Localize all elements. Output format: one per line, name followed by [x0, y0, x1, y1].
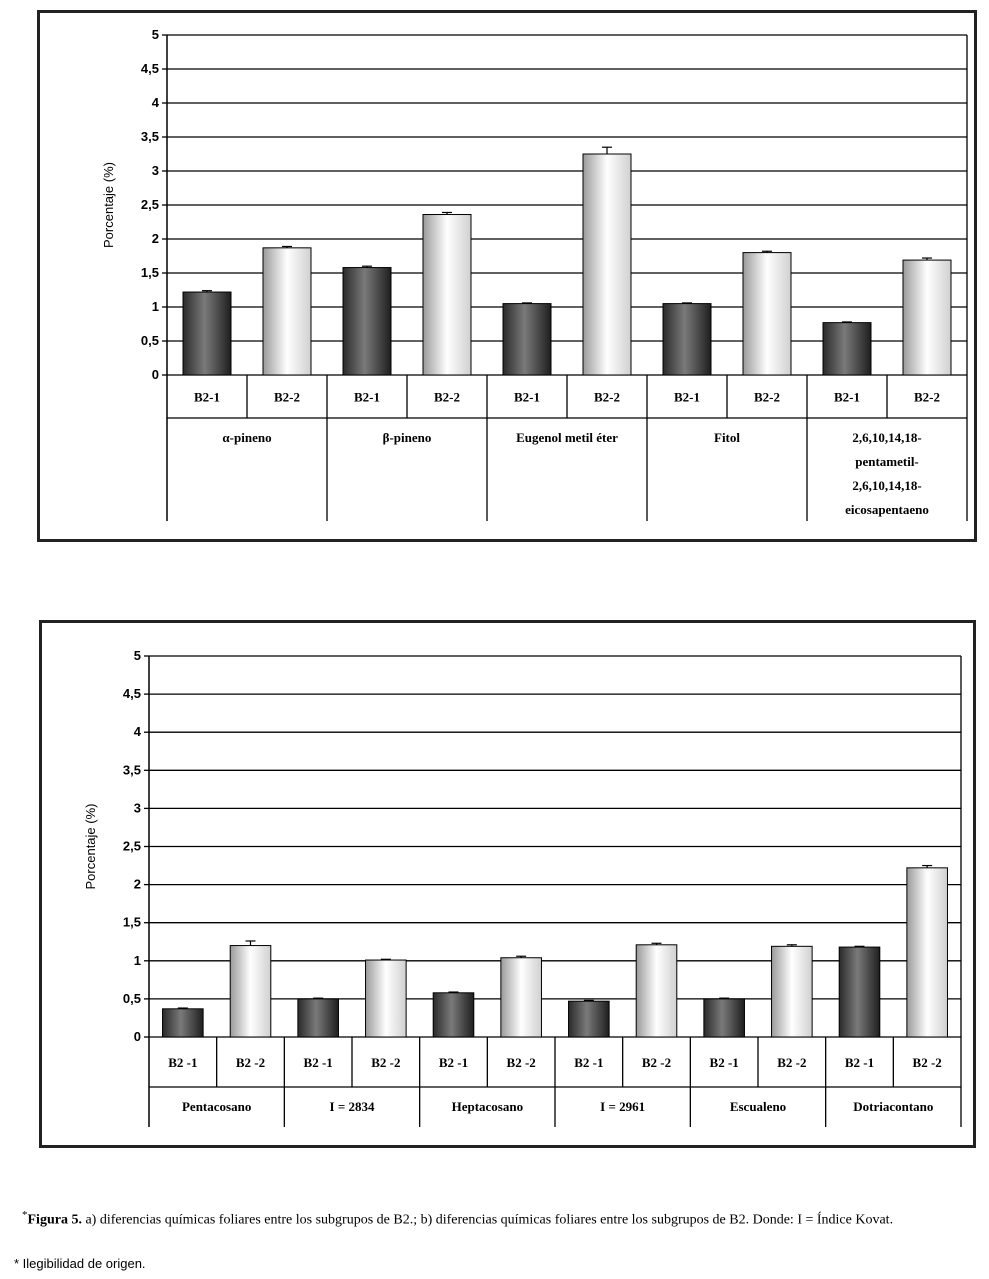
bar — [583, 154, 631, 375]
y-tick-label: 3,5 — [122, 762, 141, 778]
bar — [569, 1001, 610, 1037]
y-tick-label: 2 — [133, 876, 141, 892]
bar — [743, 253, 791, 375]
group-label-line: 2,6,10,14,18- — [852, 430, 922, 445]
group-label-line: Pentacosano — [181, 1099, 252, 1114]
chart-b-svg — [42, 623, 973, 1145]
category-label: B2-2 — [434, 389, 460, 405]
group-label-line: I = 2834 — [329, 1099, 375, 1114]
group-label — [330, 1099, 375, 1114]
y-tick-label: 0,5 — [122, 990, 141, 1006]
group-label — [516, 430, 618, 445]
group-label-line: Eugenol metil éter — [516, 430, 618, 445]
caption-figure-label: Figura 5. — [27, 1212, 82, 1228]
group-label-line: pentametil- — [855, 454, 919, 469]
group-label — [182, 1099, 251, 1114]
y-tick-label: 4 — [133, 724, 141, 740]
chart-b-frame — [39, 620, 976, 1148]
footnote: * Ilegibilidad de origen. — [14, 1256, 146, 1271]
category-label: B2-1 — [834, 389, 860, 405]
chart-a-svg — [40, 13, 974, 539]
bar — [903, 260, 951, 375]
category-label: B2 -1 — [438, 1055, 469, 1070]
group-label — [600, 1099, 645, 1114]
y-tick-label: 3 — [133, 800, 141, 816]
y-axis-label: Porcentaje (%) — [101, 162, 116, 248]
bar — [772, 946, 813, 1037]
bar — [298, 999, 339, 1037]
category-label: B2 -1 — [574, 1055, 604, 1070]
group-label-line: eicosapentaeno — [845, 502, 929, 517]
bar — [636, 945, 677, 1037]
y-tick-label: 1 — [151, 299, 159, 314]
y-tick-label: 1,5 — [122, 914, 141, 930]
group-label — [222, 430, 271, 445]
bar — [263, 248, 311, 375]
category-label: B2-1 — [194, 389, 220, 405]
category-label: B2-1 — [354, 389, 380, 405]
y-tick-label: 1,5 — [140, 265, 159, 280]
y-tick-label: 1 — [133, 952, 141, 968]
bar — [343, 268, 391, 375]
category-label: B2-2 — [274, 389, 300, 405]
category-label: B2 -2 — [912, 1055, 942, 1070]
y-tick-label: 2,5 — [122, 838, 141, 854]
category-label: B2 -1 — [303, 1055, 333, 1070]
bar — [907, 868, 948, 1037]
chart-a-frame — [37, 10, 977, 542]
y-tick-label: 0 — [151, 367, 159, 382]
bar — [704, 999, 745, 1037]
group-label — [853, 1099, 933, 1114]
group-label — [730, 1099, 786, 1114]
category-label: B2 -2 — [641, 1055, 672, 1070]
group-label-line: I = 2961 — [600, 1099, 646, 1114]
bar — [163, 1009, 204, 1037]
category-label: B2-1 — [674, 389, 700, 405]
group-label — [452, 1099, 524, 1114]
group-label-line: Fitol — [714, 430, 740, 445]
group-label-line: α-pineno — [222, 430, 272, 445]
bar — [839, 947, 880, 1037]
y-tick-label: 5 — [151, 27, 159, 42]
figure-caption — [22, 1206, 982, 1230]
group-label-line: 2,6,10,14,18- — [852, 478, 922, 493]
bar — [501, 958, 542, 1037]
category-label: B2-2 — [594, 389, 620, 405]
group-label-line: Dotriacontano — [853, 1099, 934, 1114]
category-label: B2 -1 — [168, 1055, 198, 1070]
group-label-line: Escualeno — [729, 1099, 787, 1114]
bar — [230, 946, 271, 1037]
bar — [183, 292, 231, 375]
group-label-line: β-pineno — [382, 430, 432, 445]
category-label: B2 -2 — [371, 1055, 401, 1070]
category-label: B2 -2 — [777, 1055, 807, 1070]
category-label: B2-2 — [914, 389, 940, 405]
bar — [663, 304, 711, 375]
group-label — [383, 430, 432, 445]
y-tick-label: 2,5 — [140, 197, 159, 212]
caption-star: * — [22, 1209, 28, 1221]
bar — [433, 993, 474, 1037]
category-label: B2-1 — [514, 389, 540, 405]
y-tick-label: 3 — [151, 163, 159, 178]
category-label: B2 -1 — [709, 1055, 739, 1070]
y-tick-label: 4 — [151, 95, 159, 110]
category-label: B2 -1 — [844, 1055, 875, 1070]
bar — [423, 215, 471, 375]
group-label — [714, 430, 740, 445]
y-tick-label: 0,5 — [140, 333, 159, 348]
y-tick-label: 4,5 — [122, 686, 141, 702]
bar — [823, 323, 871, 375]
bar — [366, 960, 407, 1037]
caption-text: a) diferencias químicas foliares entre los subgrupos de B2.; b) diferencias químicas foliares entre los subgrupos de B2. Donde: I = Índice Kovat. — [81, 1212, 894, 1228]
category-label: B2 -2 — [506, 1055, 536, 1070]
y-tick-label: 0 — [133, 1029, 141, 1044]
group-label-line: Heptacosano — [451, 1099, 524, 1114]
y-tick-label: 4,5 — [140, 61, 159, 76]
y-tick-label: 5 — [133, 648, 141, 663]
group-label — [845, 430, 929, 517]
y-axis-label: Porcentaje (%) — [83, 803, 98, 890]
y-tick-label: 2 — [151, 231, 159, 246]
category-label: B2 -2 — [235, 1055, 266, 1070]
y-tick-label: 3,5 — [140, 129, 159, 144]
category-label: B2-2 — [754, 389, 780, 405]
bar — [503, 304, 551, 375]
